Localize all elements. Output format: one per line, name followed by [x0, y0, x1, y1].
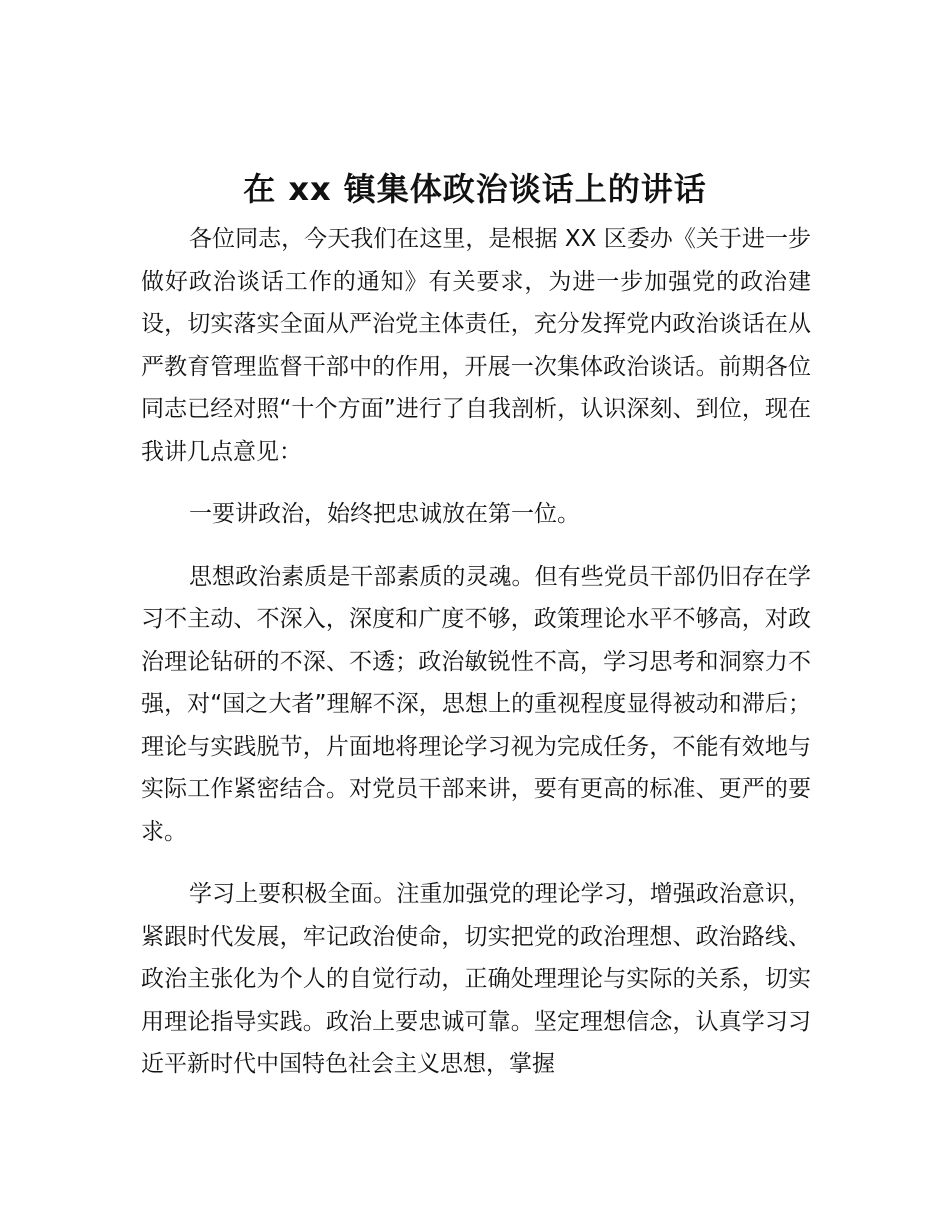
- paragraph-learning: 学习上要积极全面。注重加强党的理论学习，增强政治意识，紧跟时代发展，牢记政治使命，切实把党的政治理想、政治路线、政治主张化为个人的自觉行动，正确处理理论与实际的关系，切实用理论指导实践。政治上要忠诚可靠。坚定理想信念，认真学习习近平新时代中国特色社会主义思想，掌握: [141, 881, 811, 1077]
- document-body: [141, 218, 811, 1086]
- paragraph-opening: 各位同志，今天我们在这里，是根据 XX 区委办《关于进一步做好政治谈话工作的通知》有关要求，为进一步加强党的政治建设，切实落实全面从严治党主体责任，充分发挥党内政治谈话在从严教育管理监督干部中的作用，开展一次集体政治谈话。前期各位同志已经对照“十个方面”进行了自我剖析，认识深刻、到位，现在我讲几点意见：: [141, 226, 811, 465]
- paragraph-point-one-heading: 一要讲政治，始终把忠诚放在第一位。: [189, 501, 580, 527]
- paragraph-political-quality: 思想政治素质是干部素质的灵魂。但有些党员干部仍旧存在学习不主动、不深入，深度和广度不够，政策理论水平不够高，对政治理论钻研的不深、不透；政治敏锐性不高，学习思考和洞察力不强，对“国之大者”理解不深，思想上的重视程度显得被动和滞后；理论与实践脱节，片面地将理论学习视为完成任务，不能有效地与实际工作紧密结合。对党员干部来讲，要有更高的标准、更严的要求。: [141, 563, 811, 845]
- document-title: 在 xx 镇集体政治谈话上的讲话: [243, 170, 707, 209]
